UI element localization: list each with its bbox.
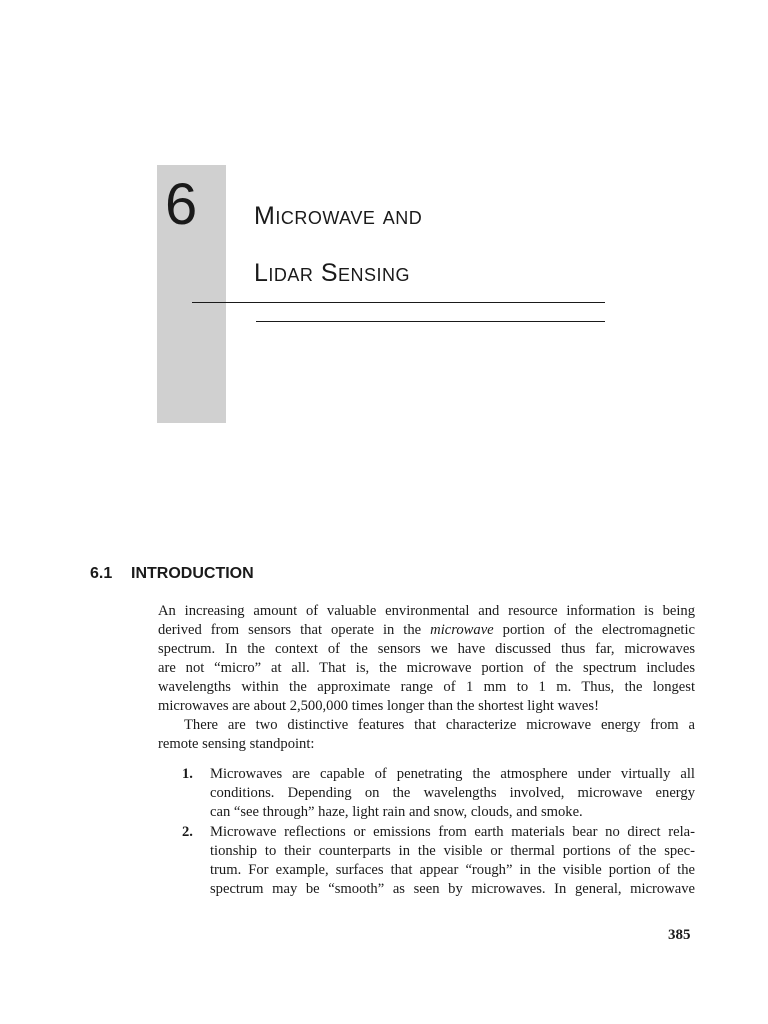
paragraph-line: spectrum. In the context of the sensors we have discussed thus far, microwaves [158,641,695,657]
paragraph-line: An increasing amount of valuable environmental and resource information is being [158,603,695,619]
paragraph-line: wavelengths within the approximate range of 1 mm to 1 m. Thus, the longest [158,679,695,695]
list-line: trum. For example, surfaces that appear “rough” in the visible portion of the [210,862,695,878]
paragraph-line [158,621,695,640]
list-line: tionship to their counterparts in the visible or thermal portions of the spec- [210,843,695,859]
section-number: 6.1 [90,565,113,582]
list-item-text [210,823,695,899]
list-line: Microwave reflections or emissions from earth materials bear no direct rela- [210,824,695,840]
paragraph-line-head: derived from sensors that operate in the [158,622,431,638]
features-paragraph [158,716,695,754]
list-line: conditions. Depending on the wavelengths involved, microwave energy [210,785,695,801]
chapter-title-line-1: Microwave and [254,202,423,230]
paragraph-line: are not “micro” at all. That is, the microwave portion of the spectrum includes [158,660,695,676]
intro-paragraph [158,602,695,716]
list-line: Microwaves are capable of penetrating the atmosphere under virtually all [210,766,695,782]
title-rule-upper [192,302,605,303]
list-item-number: 2. [182,824,193,840]
chapter-number: 6 [165,172,198,237]
list-item-number: 1. [182,766,193,782]
title-rule-lower [256,321,605,322]
paragraph-line: There are two distinctive features that characterize microwave energy from a [184,717,695,733]
list-line: can “see through” haze, light rain and snow, clouds, and smoke. [210,804,583,820]
section-heading [90,563,254,585]
emphasis-term: microwave [430,622,494,638]
chapter-title-line-2: Lidar Sensing [254,259,411,287]
section-title: INTRODUCTION [131,565,254,582]
paragraph-line-tail: portion of the electromagnetic [493,622,696,638]
paragraph-line: remote sensing standpoint: [158,736,315,752]
paragraph-line: microwaves are about 2,500,000 times longer than the shortest light waves! [158,698,599,714]
list-line: spectrum may be “smooth” as seen by microwaves. In general, microwave [210,881,695,897]
page-number: 385 [668,927,691,943]
list-item-text [210,765,695,822]
